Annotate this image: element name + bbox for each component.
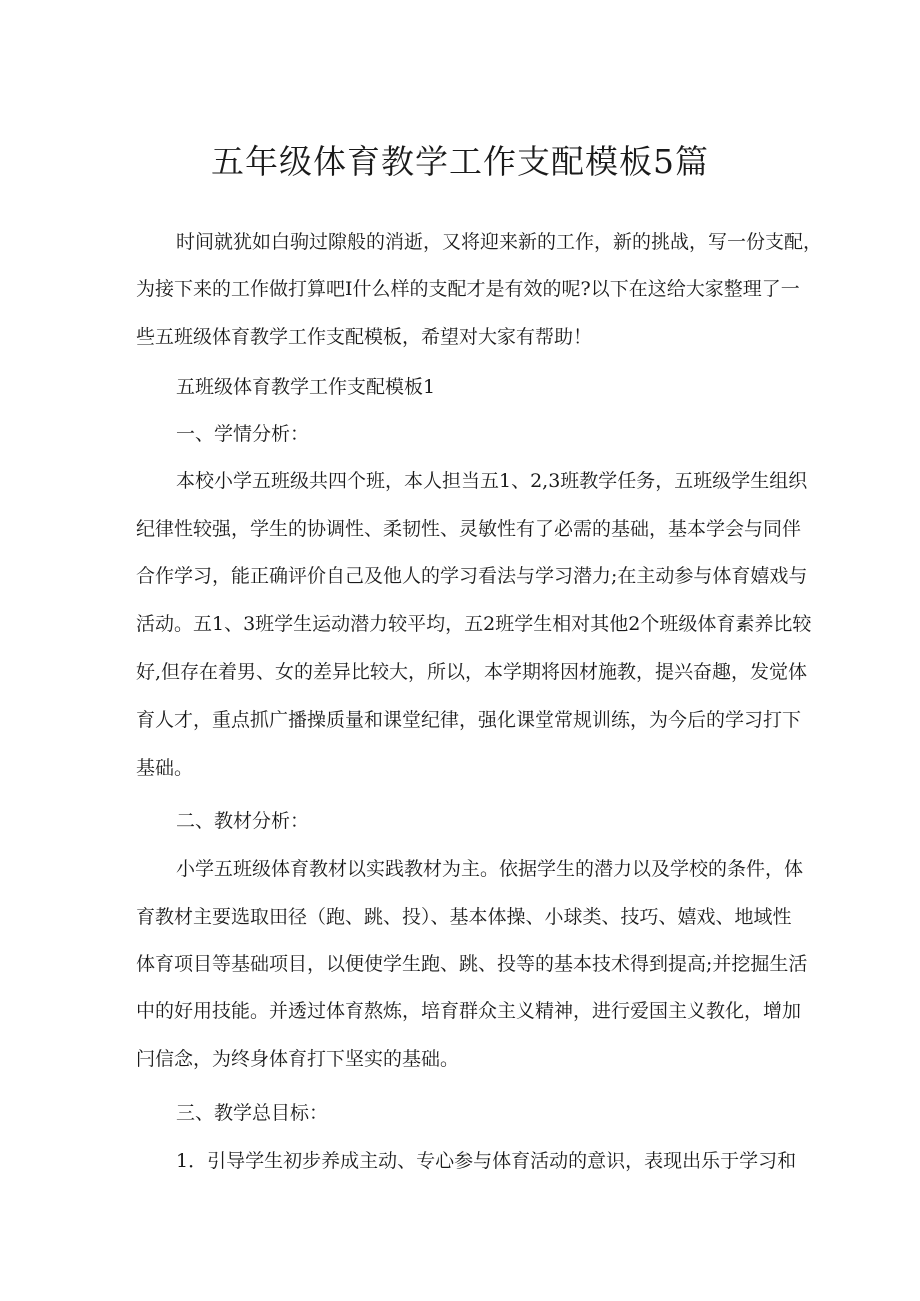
section-heading-2: 二、教材分析： [176, 810, 310, 832]
section2-line: 小学五班级体育教材以实践教材为主。依据学生的潜力以及学校的条件，体 [176, 858, 804, 880]
section2-line: 闩信念，为终身体育打下坚实的基础。 [136, 1048, 460, 1070]
section1-line: 基础。 [136, 757, 194, 779]
section1-line: 育人才，重点抓广播操质量和课堂纪律，强化课堂常规训练，为今后的学习打下 [136, 709, 802, 731]
section1-line: 好,但存在着男、女的差异比较大，所以，本学期将因材施教，提兴奋趣，发觉体 [136, 661, 808, 683]
section1-line: 合作学习，能正确评价自己及他人的学习看法与学习潜力;在主动参与体育嬉戏与 [136, 565, 808, 587]
section3-line: 1．引导学生初步养成主动、专心参与体育活动的意识，表现出乐于学习和 [176, 1150, 797, 1172]
document-title: 五年级体育教学工作支配模板5篇 [211, 142, 709, 181]
section1-line: 本校小学五班级共四个班，本人担当五1、2,3班教学任务，五班级学生组织 [176, 470, 808, 492]
section-heading-1: 一、学情分析： [176, 423, 310, 445]
section-heading-3: 三、教学总目标： [176, 1102, 329, 1124]
intro-line: 为接下来的工作做打算吧I什么样的支配才是有效的呢?以下在这给大家整理了一 [136, 278, 800, 300]
section2-line: 中的好用技能。并透过体育熬炼，培育群众主义精神，进行爱国主义教化，增加 [136, 1000, 802, 1022]
section1-line: 活动。五1、3班学生运动潜力较平均，五2班学生相对其他2个班级体育素养比较 [136, 613, 812, 635]
section2-line: 体育项目等基础项目，以便使学生跑、跳、投等的基本技术得到提高;并挖掘生活 [136, 953, 808, 975]
intro-line: 些五班级体育教学工作支配模板，希望对大家有帮助！ [136, 326, 593, 348]
intro-line: 时间就犹如白驹过隙般的消逝，又将迎来新的工作，新的挑战，写一份支配， [176, 231, 823, 253]
section2-line: 育教材主要选取田径（跑、跳、投）、基本体操、小球类、技巧、嬉戏、地域性 [136, 906, 792, 928]
template-heading: 五班级体育教学工作支配模板1 [176, 376, 436, 398]
section1-line: 纪律性较强，学生的协调性、柔韧性、灵敏性有了必需的基础，基本学会与同伴 [136, 518, 802, 540]
